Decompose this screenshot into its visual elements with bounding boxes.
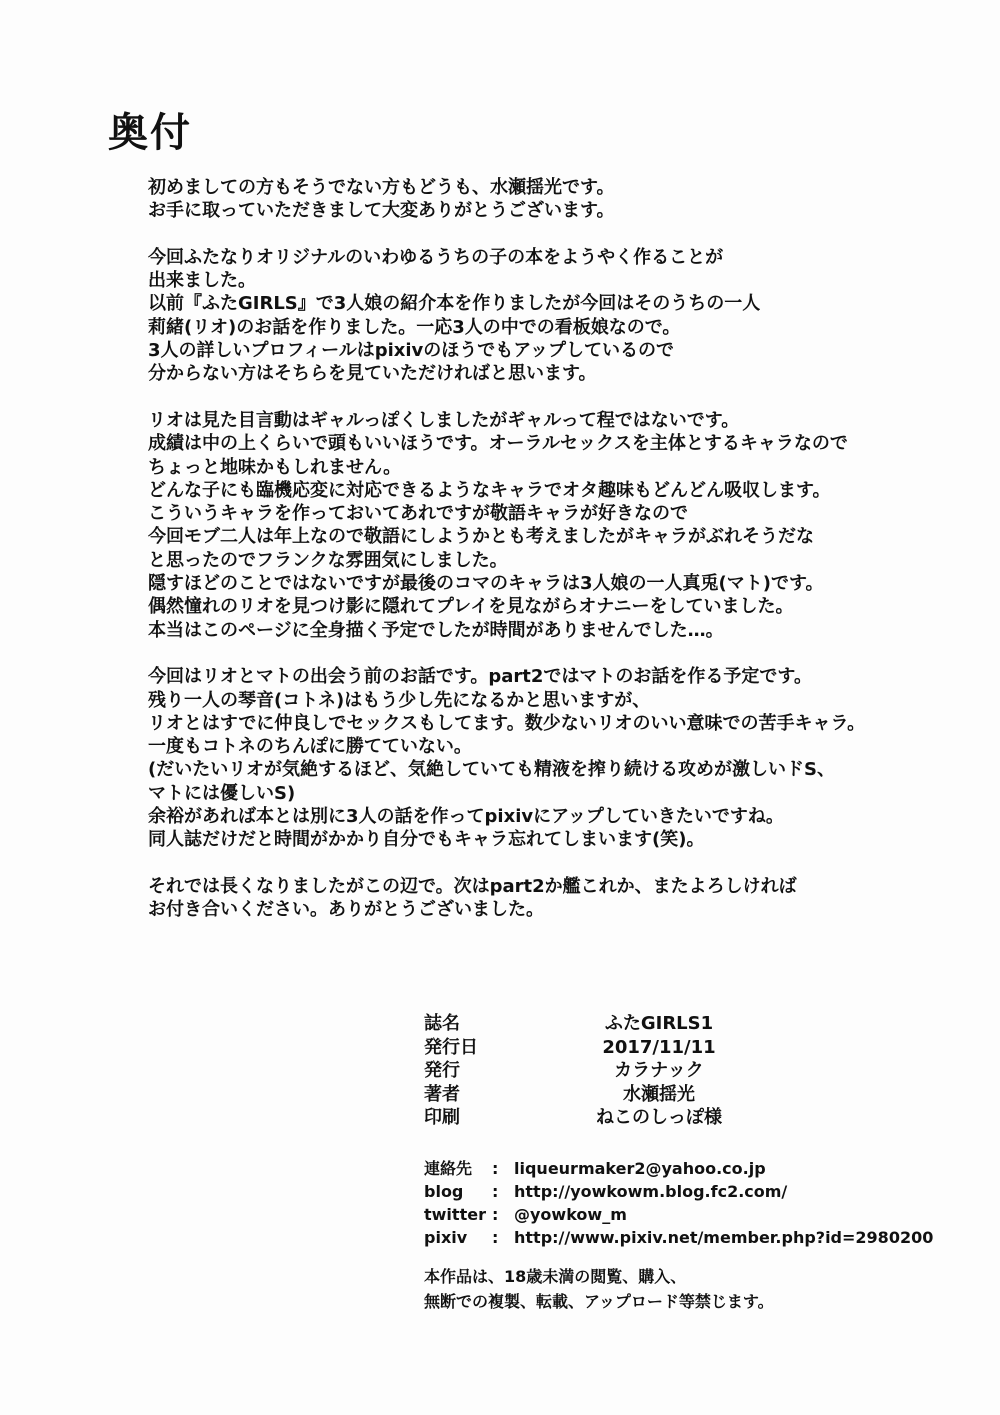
text-line: お手に取っていただきまして大変ありがとうございます。 <box>148 200 615 222</box>
text-line: 莉緒(リオ)のお話を作りました。一応3人の中での看板娘なので。 <box>148 316 681 338</box>
colophon-value: カラナック <box>614 1060 704 1081</box>
text-line: と思ったのでフランクな雰囲気にしました。 <box>148 549 508 571</box>
colophon-row <box>424 1106 784 1130</box>
text-line: 余裕があれば本とは別に3人の話を作ってpixivにアップしていきたいですね。 <box>148 806 784 828</box>
contact-value: liqueurmaker2@yahoo.co.jp <box>514 1159 766 1178</box>
text-line: 残り一人の琴音(コトネ)はもう少し先になるかと思いますが、 <box>148 689 651 711</box>
text-line: ちょっと地味かもしれません。 <box>148 456 402 478</box>
page-title: 奥付 <box>108 110 192 156</box>
text-line: リオとはすでに仲良しでセックスもしてます。数少ないリオのいい意味での苦手キャラ。 <box>148 712 866 734</box>
colophon-value: ねこのしっぽ様 <box>596 1107 722 1128</box>
contact-label: pixiv <box>424 1228 468 1247</box>
contact-list <box>424 1157 933 1249</box>
contact-separator: : <box>492 1228 499 1247</box>
text-line: 今回モブ二人は年上なので敬語にしようかとも考えましたがキャラがぶれそうだな <box>148 526 814 548</box>
colophon-row <box>424 1036 784 1060</box>
text-line: 隠すほどのことではないですが最後のコマのキャラは3人娘の一人真兎(マト)です。 <box>148 573 824 595</box>
afterword-body <box>148 176 928 945</box>
contact-value: @yowkow_m <box>514 1205 627 1224</box>
colophon-label: 著者 <box>424 1083 460 1105</box>
colophon-row <box>424 1059 784 1083</box>
text-line: 一度もコトネのちんぽに勝てていない。 <box>148 736 472 758</box>
colophon-value: 2017/11/11 <box>602 1036 716 1058</box>
contact-separator: : <box>492 1159 499 1178</box>
contact-row <box>424 1203 933 1226</box>
text-line: 出来ました。 <box>148 270 256 292</box>
text-line: 今回はリオとマトの出会う前のお話です。part2ではマトのお話を作る予定です。 <box>148 666 812 688</box>
paragraph <box>148 409 928 642</box>
text-line: 同人誌だけだと時間がかかり自分でもキャラ忘れてしまいます(笑)。 <box>148 829 705 851</box>
text-line: リオは見た目言動はギャルっぽくしましたがギャルって程ではないです。 <box>148 409 740 431</box>
colophon-label: 印刷 <box>424 1107 460 1128</box>
contact-label: blog <box>424 1182 464 1201</box>
age-restriction-notice <box>424 1264 774 1314</box>
text-line: どんな子にも臨機応変に対応できるようなキャラでオタ趣味もどんどん吸収します。 <box>148 479 831 501</box>
text-line: 本当はこのページに全身描く予定でしたが時間がありませんでした…。 <box>148 619 724 641</box>
colophon-label: 発行 <box>424 1060 460 1081</box>
text-line: お付き合いください。ありがとうございました。 <box>148 899 544 921</box>
contact-label: twitter <box>424 1205 486 1224</box>
text-line: 初めましての方もそうでない方もどうも、水瀬揺光です。 <box>148 177 615 198</box>
contact-row <box>424 1157 933 1180</box>
colophon-label: 発行日 <box>424 1036 478 1058</box>
paragraph <box>148 176 928 223</box>
contact-label: 連絡先 <box>424 1159 473 1178</box>
text-line: (だいたいリオが気絶するほど、気絶していても精液を搾り続ける攻めが激しいドS、 <box>148 759 836 781</box>
text-line: それでは長くなりましたがこの辺で。次はpart2か艦これか、またよろしければ <box>148 875 797 897</box>
text-line: 3人の詳しいプロフィールはpixivのほうでもアップしているので <box>148 340 675 362</box>
colophon-table <box>424 1012 784 1130</box>
contact-separator: : <box>492 1182 499 1201</box>
paragraph <box>148 875 928 922</box>
colophon-value: 水瀬揺光 <box>623 1083 695 1105</box>
contact-row <box>424 1226 933 1249</box>
text-line: 分からない方はそちらを見ていただければと思います。 <box>148 363 597 385</box>
paragraph <box>148 665 928 851</box>
notice-line: 無断での複製、転載、アップロード等禁じます。 <box>424 1292 774 1311</box>
text-line: 偶然憧れのリオを見つけ影に隠れてプレイを見ながらオナニーをしていました。 <box>148 596 794 618</box>
colophon-row <box>424 1083 784 1107</box>
text-line: こういうキャラを作っておいてあれですが敬語キャラが好きなので <box>148 503 688 525</box>
colophon-value: ふたGIRLS1 <box>604 1013 714 1034</box>
colophon-row <box>424 1012 784 1036</box>
colophon-label: 誌名 <box>424 1013 460 1034</box>
paragraph <box>148 246 928 386</box>
text-line: 今回ふたなりオリジナルのいわゆるうちの子の本をようやく作ることが <box>148 246 724 268</box>
text-line: マトには優しいS) <box>148 782 296 804</box>
notice-line: 本作品は、18歳未満の閲覧、購入、 <box>424 1267 687 1286</box>
contact-value: http://yowkowm.blog.fc2.com/ <box>514 1182 788 1201</box>
contact-row <box>424 1180 933 1203</box>
contact-value: http://www.pixiv.net/member.php?id=2980200 <box>514 1228 934 1247</box>
text-line: 成績は中の上くらいで頭もいいほうです。オーラルセックスを主体とするキャラなので <box>148 433 848 455</box>
text-line: 以前『ふたGIRLS』で3人娘の紹介本を作りましたが今回はそのうちの一人 <box>148 293 761 315</box>
contact-separator: : <box>492 1205 499 1224</box>
